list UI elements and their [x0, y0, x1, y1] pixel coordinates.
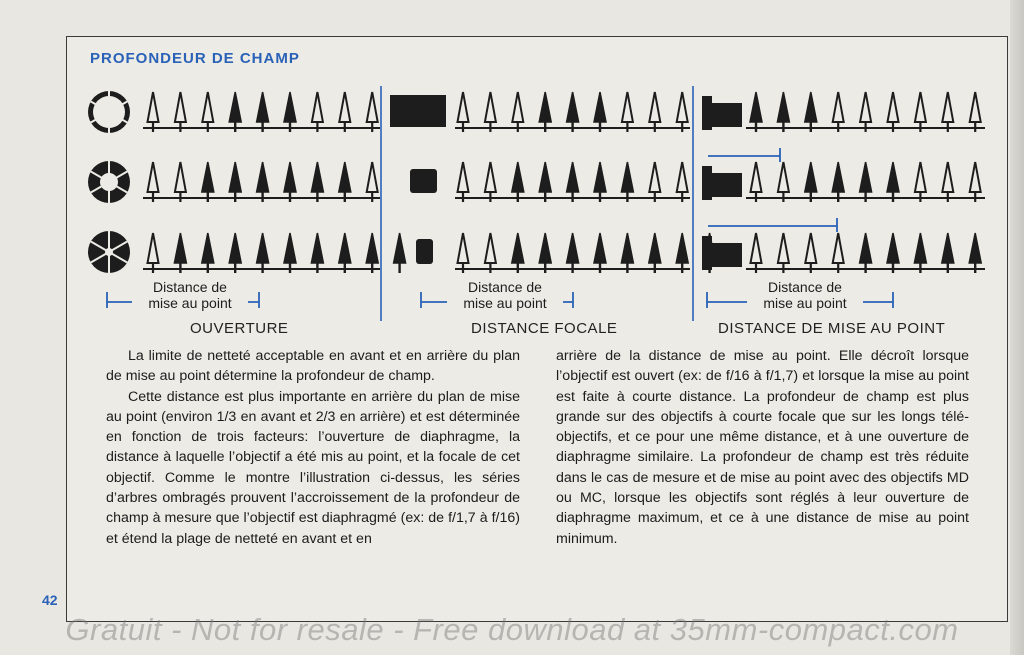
- tree-sharp: [284, 162, 296, 202]
- tree-sharp: [676, 233, 688, 273]
- tree-sharp: [311, 233, 323, 273]
- paragraph: arrière de la distance de mise au point. Elle décroît lorsque l’objectif est ouvert (ex: de f/16 à f/1,7) et lorsque la mise au point est faite à courte distance. La profondeur de champ est plus grande sur des objectifs à courte focale que sur les longs télé-objectifs, et ce pour une même distance, et à une ouverture de diaphragme similaire. La profondeur de champ est très réduite dans le cas de mesure et de mise au point avec des objectifs MD ou MC, lorsque les objectifs sont réglés à leur ouverture de diaphragme maximum, et ce à une distance de mise au point minimum.: [556, 348, 969, 547]
- tree-sharp: [969, 233, 981, 273]
- tree-sharp: [284, 92, 296, 132]
- tree-blurred: [485, 92, 496, 132]
- tree-blurred: [778, 233, 789, 273]
- paragraph: Cette distance est plus importante en arrière du plan de mise au point (environ 1/3 en avant et 2/3 en arrière) et est déterminée en fonction de trois facteurs: l’ouverture de diaphragme, la distance à laquelle l’objectif a été mis au point, et la focale de cet objectif. Comme le montre l’illustration ci-dessus, les séries d’arbres ombragés prouvent l’accroissement de la profondeur de champ à mesure que l’objectif est diaphragmé (ex: de f/1,7 à f/16) et étend la plage de netteté en avant et en: [106, 388, 520, 547]
- tree-sharp: [202, 233, 214, 273]
- tree-sharp: [621, 162, 633, 202]
- page-heading: PROFONDEUR DE CHAMP: [90, 50, 300, 67]
- tree-blurred: [942, 92, 953, 132]
- tree-blurred: [888, 92, 899, 132]
- tree-blurred: [458, 92, 469, 132]
- section-title-ouverture: OUVERTURE: [190, 320, 289, 337]
- tree-sharp: [366, 233, 378, 273]
- tree-sharp: [539, 162, 551, 202]
- section-title-distance-focale: DISTANCE FOCALE: [471, 320, 618, 337]
- tree-sharp: [594, 162, 606, 202]
- tree-blurred: [148, 233, 159, 273]
- tree-sharp: [339, 233, 351, 273]
- focus-distance-label-line1: Distance de: [768, 279, 842, 295]
- watermark: Gratuit - Not for resale - Free download at 35mm-compact.com: [65, 612, 959, 647]
- tree-sharp: [594, 233, 606, 273]
- tree-blurred: [860, 92, 871, 132]
- tree-sharp: [887, 162, 899, 202]
- tree-sharp: [284, 233, 296, 273]
- left-text-column: [106, 346, 520, 549]
- tree-sharp: [887, 233, 899, 273]
- tree-sharp: [257, 233, 269, 273]
- focus-distance-label-line1: Distance de: [468, 279, 542, 295]
- tree-sharp: [567, 233, 579, 273]
- tree-sharp: [805, 162, 817, 202]
- tree-blurred: [367, 162, 378, 202]
- tree-sharp: [311, 162, 323, 202]
- tree-blurred: [778, 162, 789, 202]
- tree-blurred: [512, 92, 523, 132]
- tree-blurred: [485, 162, 496, 202]
- tree-blurred: [942, 162, 953, 202]
- tree-sharp: [202, 162, 214, 202]
- tree-blurred: [458, 233, 469, 273]
- tree-sharp: [594, 92, 606, 132]
- tree-sharp: [257, 162, 269, 202]
- tree-sharp: [777, 92, 789, 132]
- tree-sharp: [832, 162, 844, 202]
- tree-sharp: [649, 233, 661, 273]
- tree-sharp: [621, 233, 633, 273]
- focus-distance-label-line2: mise au point: [763, 295, 847, 311]
- tree-sharp: [257, 92, 269, 132]
- tree-sharp: [229, 92, 241, 132]
- normal-lens-icon: [410, 169, 437, 193]
- tree-blurred: [202, 92, 213, 132]
- tree-sharp: [512, 233, 524, 273]
- tree-sharp: [229, 233, 241, 273]
- tree-blurred: [367, 92, 378, 132]
- tree-blurred: [485, 233, 496, 273]
- tree-blurred: [970, 92, 981, 132]
- tree-sharp: [174, 233, 186, 273]
- tree-sharp: [860, 162, 872, 202]
- tree-blurred: [339, 92, 350, 132]
- page-number: 42: [42, 592, 58, 608]
- tree-blurred: [312, 92, 323, 132]
- camera-icon: [702, 236, 742, 270]
- tree-sharp: [805, 92, 817, 132]
- tree-blurred: [677, 162, 688, 202]
- focus-distance-label-line2: mise au point: [463, 295, 547, 311]
- focus-distance-bracket: [707, 279, 893, 311]
- aperture-wide-icon: [88, 91, 130, 133]
- tree-sharp: [539, 233, 551, 273]
- camera-icon: [702, 96, 742, 130]
- section-title-distance-mise-au-point: DISTANCE DE MISE AU POINT: [718, 320, 946, 337]
- tree-sharp: [512, 162, 524, 202]
- focus-distance-label-line1: Distance de: [153, 279, 227, 295]
- tree-blurred: [915, 162, 926, 202]
- focus-distance-bracket: [421, 279, 573, 311]
- focus-distance-label-line2: mise au point: [148, 295, 232, 311]
- tree-blurred: [751, 162, 762, 202]
- tree-sharp: [942, 233, 954, 273]
- tree-blurred: [833, 92, 844, 132]
- tree-sharp: [914, 233, 926, 273]
- tree-sharp: [860, 233, 872, 273]
- wide-angle-lens-icon: [416, 239, 433, 264]
- tree-blurred: [148, 92, 159, 132]
- tree-blurred: [458, 162, 469, 202]
- tree-sharp: [394, 233, 406, 273]
- tree-blurred: [833, 233, 844, 273]
- tree-blurred: [751, 233, 762, 273]
- tree-blurred: [677, 92, 688, 132]
- paragraph: La limite de netteté acceptable en avant et en arrière du plan de mise au point détermine la profondeur de champ.: [106, 348, 520, 385]
- tree-blurred: [805, 233, 816, 273]
- tree-blurred: [175, 92, 186, 132]
- aperture-small-icon: [88, 231, 130, 273]
- tree-sharp: [539, 92, 551, 132]
- tree-sharp: [567, 162, 579, 202]
- tree-blurred: [915, 92, 926, 132]
- camera-icon: [702, 166, 742, 200]
- right-text-column: [556, 346, 969, 549]
- tree-sharp: [229, 162, 241, 202]
- page-edge: [1010, 0, 1024, 655]
- aperture-medium-icon: [88, 161, 130, 203]
- tree-blurred: [148, 162, 159, 202]
- tree-blurred: [175, 162, 186, 202]
- telephoto-lens-icon: [390, 95, 446, 127]
- tree-sharp: [750, 92, 762, 132]
- tree-blurred: [622, 92, 633, 132]
- depth-of-field-illustration: [80, 76, 995, 321]
- tree-sharp: [567, 92, 579, 132]
- tree-sharp: [339, 162, 351, 202]
- tree-blurred: [970, 162, 981, 202]
- tree-blurred: [649, 162, 660, 202]
- tree-blurred: [649, 92, 660, 132]
- focus-distance-bracket: [107, 279, 259, 311]
